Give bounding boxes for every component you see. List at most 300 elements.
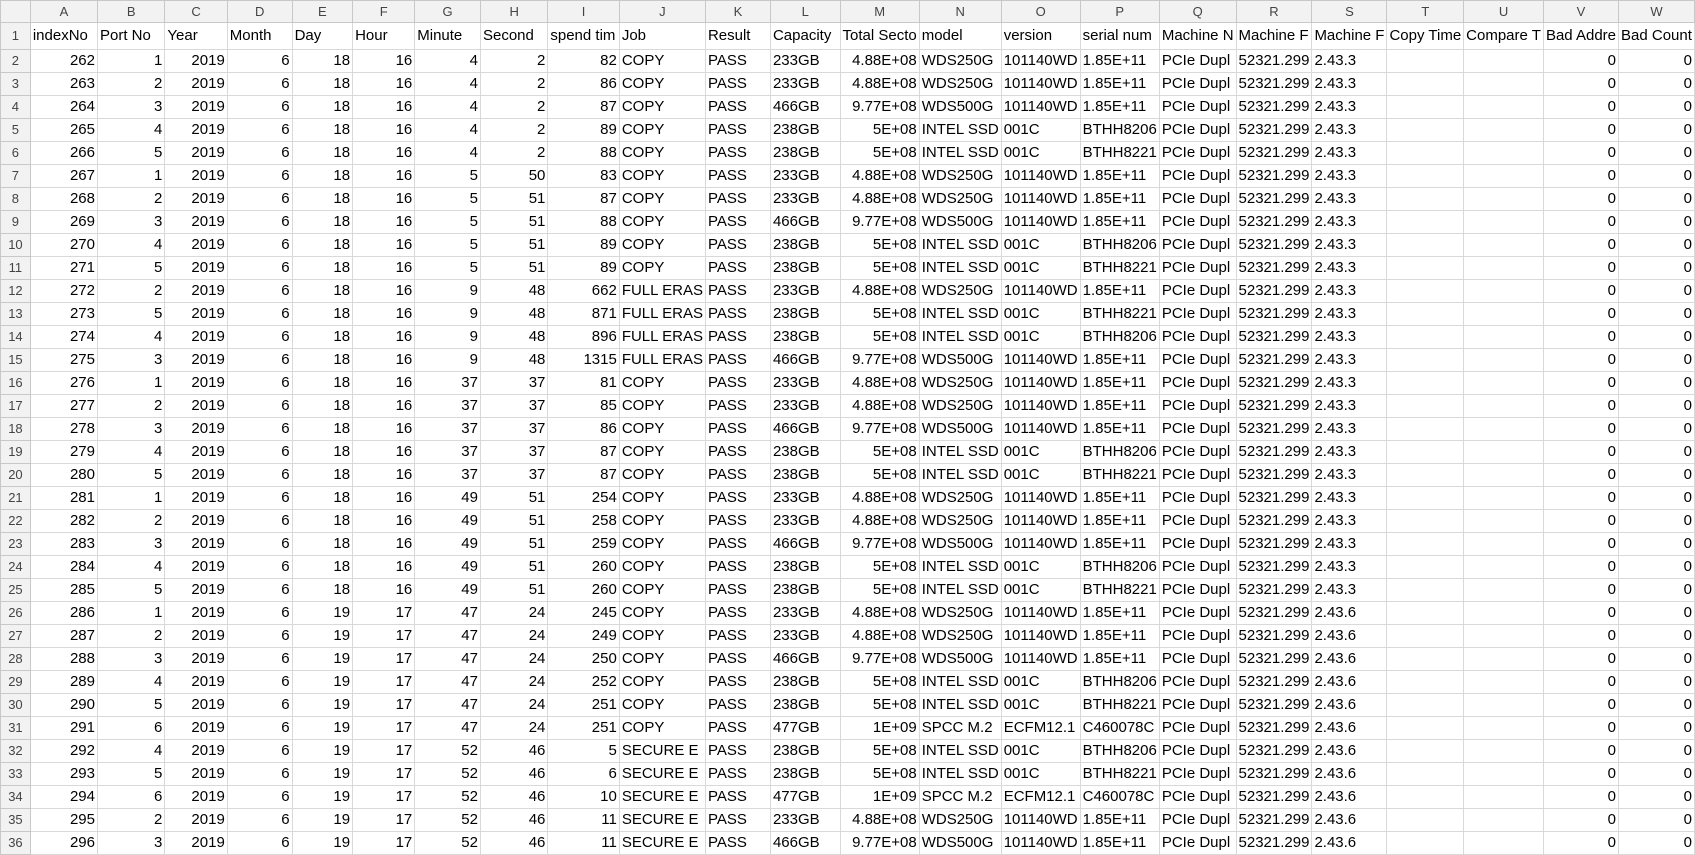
- cell[interactable]: 17: [353, 694, 415, 717]
- cell[interactable]: 6: [227, 372, 292, 395]
- cell[interactable]: 37: [480, 395, 547, 418]
- cell[interactable]: 52321.299: [1236, 280, 1312, 303]
- cell[interactable]: 52321.299: [1236, 510, 1312, 533]
- row-header[interactable]: 28: [1, 648, 31, 671]
- cell[interactable]: 9.77E+08: [840, 349, 919, 372]
- cell[interactable]: 1.85E+11: [1080, 280, 1159, 303]
- header-cell[interactable]: Bad Count: [1619, 23, 1695, 50]
- cell[interactable]: 6: [227, 119, 292, 142]
- cell[interactable]: 0: [1619, 832, 1695, 855]
- cell[interactable]: 0: [1543, 234, 1618, 257]
- cell[interactable]: 18: [292, 303, 353, 326]
- cell[interactable]: 0: [1543, 671, 1618, 694]
- cell[interactable]: 4: [98, 441, 165, 464]
- cell[interactable]: 101140WD: [1001, 280, 1080, 303]
- cell[interactable]: COPY: [619, 510, 705, 533]
- cell[interactable]: 51: [480, 579, 547, 602]
- column-header[interactable]: I: [548, 1, 619, 23]
- cell[interactable]: 2.43.3: [1312, 418, 1387, 441]
- cell[interactable]: [1387, 257, 1464, 280]
- cell[interactable]: WDS500G: [919, 648, 1001, 671]
- cell[interactable]: 46: [480, 832, 547, 855]
- cell[interactable]: 1.85E+11: [1080, 50, 1159, 73]
- header-cell[interactable]: Bad Addre: [1543, 23, 1618, 50]
- cell[interactable]: PASS: [705, 188, 770, 211]
- cell[interactable]: [1387, 648, 1464, 671]
- cell[interactable]: 466GB: [770, 96, 840, 119]
- cell[interactable]: 0: [1543, 303, 1618, 326]
- row-header[interactable]: 11: [1, 257, 31, 280]
- column-header[interactable]: K: [705, 1, 770, 23]
- cell[interactable]: WDS500G: [919, 349, 1001, 372]
- row-header[interactable]: 30: [1, 694, 31, 717]
- cell[interactable]: 3: [98, 349, 165, 372]
- cell[interactable]: COPY: [619, 234, 705, 257]
- cell[interactable]: [1387, 234, 1464, 257]
- cell[interactable]: SPCC M.2: [919, 717, 1001, 740]
- row-header[interactable]: 1: [1, 23, 31, 50]
- cell[interactable]: 2: [480, 142, 547, 165]
- cell[interactable]: [1464, 671, 1544, 694]
- cell[interactable]: 9.77E+08: [840, 533, 919, 556]
- cell[interactable]: 9: [415, 280, 481, 303]
- cell[interactable]: 5: [415, 234, 481, 257]
- cell[interactable]: 2019: [165, 257, 227, 280]
- cell[interactable]: 0: [1543, 257, 1618, 280]
- cell[interactable]: 19: [292, 648, 353, 671]
- cell[interactable]: [1464, 349, 1544, 372]
- header-cell[interactable]: spend tim: [548, 23, 619, 50]
- cell[interactable]: PCIe Dupl: [1159, 211, 1236, 234]
- cell[interactable]: 2.43.3: [1312, 257, 1387, 280]
- cell[interactable]: 5: [98, 257, 165, 280]
- cell[interactable]: 265: [30, 119, 97, 142]
- cell[interactable]: 18: [292, 349, 353, 372]
- column-header[interactable]: U: [1464, 1, 1544, 23]
- row-header[interactable]: 27: [1, 625, 31, 648]
- cell[interactable]: 2019: [165, 349, 227, 372]
- cell[interactable]: 87: [548, 441, 619, 464]
- cell[interactable]: 2: [480, 50, 547, 73]
- cell[interactable]: 270: [30, 234, 97, 257]
- cell[interactable]: PCIe Dupl: [1159, 349, 1236, 372]
- cell[interactable]: 2: [480, 119, 547, 142]
- cell[interactable]: 2019: [165, 625, 227, 648]
- cell[interactable]: 101140WD: [1001, 349, 1080, 372]
- cell[interactable]: 0: [1619, 694, 1695, 717]
- cell[interactable]: 466GB: [770, 211, 840, 234]
- cell[interactable]: 2.43.3: [1312, 188, 1387, 211]
- cell[interactable]: 87: [548, 464, 619, 487]
- cell[interactable]: [1387, 142, 1464, 165]
- cell[interactable]: 0: [1543, 740, 1618, 763]
- cell[interactable]: 296: [30, 832, 97, 855]
- cell[interactable]: PASS: [705, 832, 770, 855]
- cell[interactable]: 2: [98, 188, 165, 211]
- cell[interactable]: 52321.299: [1236, 579, 1312, 602]
- cell[interactable]: 0: [1543, 418, 1618, 441]
- cell[interactable]: 16: [353, 326, 415, 349]
- cell[interactable]: 238GB: [770, 579, 840, 602]
- cell[interactable]: COPY: [619, 487, 705, 510]
- cell[interactable]: [1464, 234, 1544, 257]
- cell[interactable]: 3: [98, 648, 165, 671]
- cell[interactable]: 16: [353, 579, 415, 602]
- cell[interactable]: 5: [98, 464, 165, 487]
- cell[interactable]: 6: [227, 211, 292, 234]
- cell[interactable]: 48: [480, 349, 547, 372]
- cell[interactable]: 4.88E+08: [840, 50, 919, 73]
- cell[interactable]: 0: [1619, 602, 1695, 625]
- cell[interactable]: [1464, 418, 1544, 441]
- cell[interactable]: 47: [415, 648, 481, 671]
- cell[interactable]: INTEL SSD: [919, 257, 1001, 280]
- cell[interactable]: [1387, 510, 1464, 533]
- cell[interactable]: 18: [292, 533, 353, 556]
- cell[interactable]: 0: [1543, 533, 1618, 556]
- cell[interactable]: 238GB: [770, 441, 840, 464]
- row-header[interactable]: 23: [1, 533, 31, 556]
- cell[interactable]: 273: [30, 303, 97, 326]
- cell[interactable]: 281: [30, 487, 97, 510]
- cell[interactable]: INTEL SSD: [919, 303, 1001, 326]
- row-header[interactable]: 20: [1, 464, 31, 487]
- cell[interactable]: 0: [1543, 510, 1618, 533]
- cell[interactable]: BTHH8206: [1080, 326, 1159, 349]
- cell[interactable]: 0: [1543, 165, 1618, 188]
- header-cell[interactable]: Hour: [353, 23, 415, 50]
- cell[interactable]: 001C: [1001, 326, 1080, 349]
- cell[interactable]: 16: [353, 372, 415, 395]
- cell[interactable]: 51: [480, 487, 547, 510]
- cell[interactable]: PCIe Dupl: [1159, 234, 1236, 257]
- cell[interactable]: INTEL SSD: [919, 464, 1001, 487]
- cell[interactable]: 238GB: [770, 464, 840, 487]
- cell[interactable]: 286: [30, 602, 97, 625]
- cell[interactable]: 52321.299: [1236, 96, 1312, 119]
- cell[interactable]: 16: [353, 50, 415, 73]
- cell[interactable]: 16: [353, 349, 415, 372]
- cell[interactable]: 46: [480, 809, 547, 832]
- cell[interactable]: 47: [415, 625, 481, 648]
- cell[interactable]: 52321.299: [1236, 349, 1312, 372]
- cell[interactable]: 2019: [165, 96, 227, 119]
- cell[interactable]: 5: [98, 694, 165, 717]
- column-header[interactable]: F: [353, 1, 415, 23]
- cell[interactable]: 5: [98, 579, 165, 602]
- cell[interactable]: PASS: [705, 556, 770, 579]
- cell[interactable]: 280: [30, 464, 97, 487]
- cell[interactable]: 4: [98, 740, 165, 763]
- cell[interactable]: 6: [98, 717, 165, 740]
- cell[interactable]: 5E+08: [840, 740, 919, 763]
- row-header[interactable]: 13: [1, 303, 31, 326]
- cell[interactable]: 001C: [1001, 142, 1080, 165]
- cell[interactable]: 16: [353, 96, 415, 119]
- cell[interactable]: 17: [353, 740, 415, 763]
- cell[interactable]: 1: [98, 50, 165, 73]
- cell[interactable]: COPY: [619, 648, 705, 671]
- cell[interactable]: [1387, 349, 1464, 372]
- cell[interactable]: 1.85E+11: [1080, 648, 1159, 671]
- cell[interactable]: SECURE E: [619, 740, 705, 763]
- cell[interactable]: 252: [548, 671, 619, 694]
- cell[interactable]: 0: [1543, 625, 1618, 648]
- cell[interactable]: [1464, 303, 1544, 326]
- cell[interactable]: 1: [98, 372, 165, 395]
- cell[interactable]: SECURE E: [619, 809, 705, 832]
- row-header[interactable]: 35: [1, 809, 31, 832]
- cell[interactable]: [1387, 165, 1464, 188]
- cell[interactable]: PCIe Dupl: [1159, 257, 1236, 280]
- cell[interactable]: 3: [98, 832, 165, 855]
- cell[interactable]: 0: [1543, 648, 1618, 671]
- cell[interactable]: 5: [98, 303, 165, 326]
- cell[interactable]: PCIe Dupl: [1159, 372, 1236, 395]
- cell[interactable]: PASS: [705, 96, 770, 119]
- cell[interactable]: WDS250G: [919, 372, 1001, 395]
- cell[interactable]: 19: [292, 671, 353, 694]
- cell[interactable]: 6: [227, 510, 292, 533]
- cell[interactable]: 233GB: [770, 372, 840, 395]
- cell[interactable]: 16: [353, 234, 415, 257]
- cell[interactable]: 6: [227, 303, 292, 326]
- cell[interactable]: 0: [1543, 73, 1618, 96]
- cell[interactable]: 18: [292, 188, 353, 211]
- cell[interactable]: [1387, 694, 1464, 717]
- cell[interactable]: 3: [98, 533, 165, 556]
- cell[interactable]: 49: [415, 556, 481, 579]
- cell[interactable]: 0: [1543, 579, 1618, 602]
- cell[interactable]: 4.88E+08: [840, 188, 919, 211]
- cell[interactable]: 0: [1619, 73, 1695, 96]
- cell[interactable]: PCIe Dupl: [1159, 556, 1236, 579]
- cell[interactable]: 0: [1543, 372, 1618, 395]
- cell[interactable]: 001C: [1001, 257, 1080, 280]
- cell[interactable]: 2019: [165, 372, 227, 395]
- cell[interactable]: COPY: [619, 372, 705, 395]
- cell[interactable]: 2019: [165, 694, 227, 717]
- cell[interactable]: 4.88E+08: [840, 372, 919, 395]
- cell[interactable]: 1.85E+11: [1080, 349, 1159, 372]
- cell[interactable]: BTHH8221: [1080, 257, 1159, 280]
- cell[interactable]: [1387, 372, 1464, 395]
- cell[interactable]: 001C: [1001, 763, 1080, 786]
- cell[interactable]: 2019: [165, 648, 227, 671]
- cell[interactable]: PCIe Dupl: [1159, 832, 1236, 855]
- cell[interactable]: 272: [30, 280, 97, 303]
- cell[interactable]: [1387, 119, 1464, 142]
- row-header[interactable]: 33: [1, 763, 31, 786]
- column-header[interactable]: L: [770, 1, 840, 23]
- cell[interactable]: 2: [98, 395, 165, 418]
- cell[interactable]: 5E+08: [840, 326, 919, 349]
- cell[interactable]: COPY: [619, 119, 705, 142]
- cell[interactable]: 52321.299: [1236, 694, 1312, 717]
- cell[interactable]: 9: [415, 326, 481, 349]
- cell[interactable]: 4.88E+08: [840, 487, 919, 510]
- cell[interactable]: 4: [98, 326, 165, 349]
- cell[interactable]: 1.85E+11: [1080, 418, 1159, 441]
- cell[interactable]: 87: [548, 96, 619, 119]
- cell[interactable]: SECURE E: [619, 786, 705, 809]
- cell[interactable]: 233GB: [770, 625, 840, 648]
- cell[interactable]: 0: [1619, 809, 1695, 832]
- cell[interactable]: PASS: [705, 303, 770, 326]
- cell[interactable]: 260: [548, 556, 619, 579]
- cell[interactable]: INTEL SSD: [919, 234, 1001, 257]
- cell[interactable]: 51: [480, 533, 547, 556]
- cell[interactable]: 0: [1543, 280, 1618, 303]
- cell[interactable]: 5E+08: [840, 119, 919, 142]
- cell[interactable]: 4: [98, 556, 165, 579]
- cell[interactable]: 17: [353, 786, 415, 809]
- cell[interactable]: WDS500G: [919, 211, 1001, 234]
- cell[interactable]: COPY: [619, 694, 705, 717]
- cell[interactable]: 16: [353, 510, 415, 533]
- cell[interactable]: 16: [353, 188, 415, 211]
- cell[interactable]: 1.85E+11: [1080, 510, 1159, 533]
- column-header[interactable]: B: [98, 1, 165, 23]
- header-cell[interactable]: Machine F: [1236, 23, 1312, 50]
- cell[interactable]: PASS: [705, 418, 770, 441]
- cell[interactable]: 37: [415, 464, 481, 487]
- cell[interactable]: PCIe Dupl: [1159, 326, 1236, 349]
- cell[interactable]: 2019: [165, 395, 227, 418]
- cell[interactable]: 19: [292, 832, 353, 855]
- cell[interactable]: PCIe Dupl: [1159, 96, 1236, 119]
- cell[interactable]: 18: [292, 579, 353, 602]
- cell[interactable]: 52321.299: [1236, 395, 1312, 418]
- cell[interactable]: 37: [415, 395, 481, 418]
- cell[interactable]: COPY: [619, 602, 705, 625]
- cell[interactable]: 52321.299: [1236, 464, 1312, 487]
- cell[interactable]: 2019: [165, 280, 227, 303]
- cell[interactable]: [1464, 395, 1544, 418]
- cell[interactable]: 0: [1543, 487, 1618, 510]
- cell[interactable]: 245: [548, 602, 619, 625]
- cell[interactable]: PCIe Dupl: [1159, 280, 1236, 303]
- cell[interactable]: 87: [548, 188, 619, 211]
- header-cell[interactable]: Month: [227, 23, 292, 50]
- cell[interactable]: 51: [480, 234, 547, 257]
- row-header[interactable]: 32: [1, 740, 31, 763]
- cell[interactable]: PCIe Dupl: [1159, 694, 1236, 717]
- cell[interactable]: 17: [353, 809, 415, 832]
- cell[interactable]: 18: [292, 395, 353, 418]
- column-header[interactable]: N: [919, 1, 1001, 23]
- cell[interactable]: 2.43.3: [1312, 234, 1387, 257]
- cell[interactable]: 101140WD: [1001, 533, 1080, 556]
- column-header[interactable]: D: [227, 1, 292, 23]
- cell[interactable]: INTEL SSD: [919, 763, 1001, 786]
- cell[interactable]: INTEL SSD: [919, 441, 1001, 464]
- cell[interactable]: 47: [415, 602, 481, 625]
- cell[interactable]: 233GB: [770, 280, 840, 303]
- cell[interactable]: 2: [98, 280, 165, 303]
- cell[interactable]: 52321.299: [1236, 326, 1312, 349]
- cell[interactable]: 2019: [165, 211, 227, 234]
- cell[interactable]: 2019: [165, 418, 227, 441]
- cell[interactable]: [1464, 96, 1544, 119]
- column-header[interactable]: S: [1312, 1, 1387, 23]
- cell[interactable]: 0: [1619, 579, 1695, 602]
- cell[interactable]: 2.43.3: [1312, 487, 1387, 510]
- row-header[interactable]: 4: [1, 96, 31, 119]
- cell[interactable]: 6: [227, 763, 292, 786]
- cell[interactable]: 89: [548, 257, 619, 280]
- cell[interactable]: FULL ERAS: [619, 280, 705, 303]
- cell[interactable]: WDS500G: [919, 533, 1001, 556]
- cell[interactable]: 001C: [1001, 671, 1080, 694]
- cell[interactable]: 5E+08: [840, 556, 919, 579]
- cell[interactable]: 46: [480, 763, 547, 786]
- cell[interactable]: 18: [292, 165, 353, 188]
- cell[interactable]: 0: [1619, 165, 1695, 188]
- cell[interactable]: 275: [30, 349, 97, 372]
- cell[interactable]: WDS500G: [919, 418, 1001, 441]
- cell[interactable]: 52321.299: [1236, 602, 1312, 625]
- cell[interactable]: 85: [548, 395, 619, 418]
- cell[interactable]: 292: [30, 740, 97, 763]
- cell[interactable]: 18: [292, 556, 353, 579]
- cell[interactable]: 18: [292, 73, 353, 96]
- cell[interactable]: PCIe Dupl: [1159, 625, 1236, 648]
- cell[interactable]: WDS250G: [919, 510, 1001, 533]
- cell[interactable]: 477GB: [770, 717, 840, 740]
- cell[interactable]: 37: [480, 441, 547, 464]
- cell[interactable]: 0: [1619, 372, 1695, 395]
- cell[interactable]: 2.43.3: [1312, 96, 1387, 119]
- row-header[interactable]: 14: [1, 326, 31, 349]
- cell[interactable]: BTHH8206: [1080, 234, 1159, 257]
- cell[interactable]: C460078C: [1080, 717, 1159, 740]
- cell[interactable]: 2.43.3: [1312, 280, 1387, 303]
- cell[interactable]: 5E+08: [840, 694, 919, 717]
- cell[interactable]: 2.43.6: [1312, 648, 1387, 671]
- row-header[interactable]: 26: [1, 602, 31, 625]
- row-header[interactable]: 25: [1, 579, 31, 602]
- cell[interactable]: 1: [98, 487, 165, 510]
- cell[interactable]: 2: [98, 625, 165, 648]
- cell[interactable]: 51: [480, 211, 547, 234]
- cell[interactable]: 17: [353, 625, 415, 648]
- cell[interactable]: [1464, 556, 1544, 579]
- cell[interactable]: COPY: [619, 395, 705, 418]
- cell[interactable]: 0: [1619, 533, 1695, 556]
- cell[interactable]: 2019: [165, 487, 227, 510]
- cell[interactable]: 2019: [165, 119, 227, 142]
- cell[interactable]: WDS250G: [919, 73, 1001, 96]
- cell[interactable]: 6: [227, 257, 292, 280]
- cell[interactable]: [1464, 188, 1544, 211]
- cell[interactable]: 47: [415, 717, 481, 740]
- cell[interactable]: [1387, 832, 1464, 855]
- cell[interactable]: PASS: [705, 602, 770, 625]
- cell[interactable]: 19: [292, 786, 353, 809]
- cell[interactable]: 19: [292, 740, 353, 763]
- cell[interactable]: PCIe Dupl: [1159, 602, 1236, 625]
- cell[interactable]: 5E+08: [840, 303, 919, 326]
- cell[interactable]: PASS: [705, 579, 770, 602]
- cell[interactable]: 52321.299: [1236, 556, 1312, 579]
- cell[interactable]: 52: [415, 740, 481, 763]
- cell[interactable]: 24: [480, 671, 547, 694]
- cell[interactable]: [1387, 50, 1464, 73]
- cell[interactable]: 4.88E+08: [840, 510, 919, 533]
- cell[interactable]: INTEL SSD: [919, 556, 1001, 579]
- cell[interactable]: 258: [548, 510, 619, 533]
